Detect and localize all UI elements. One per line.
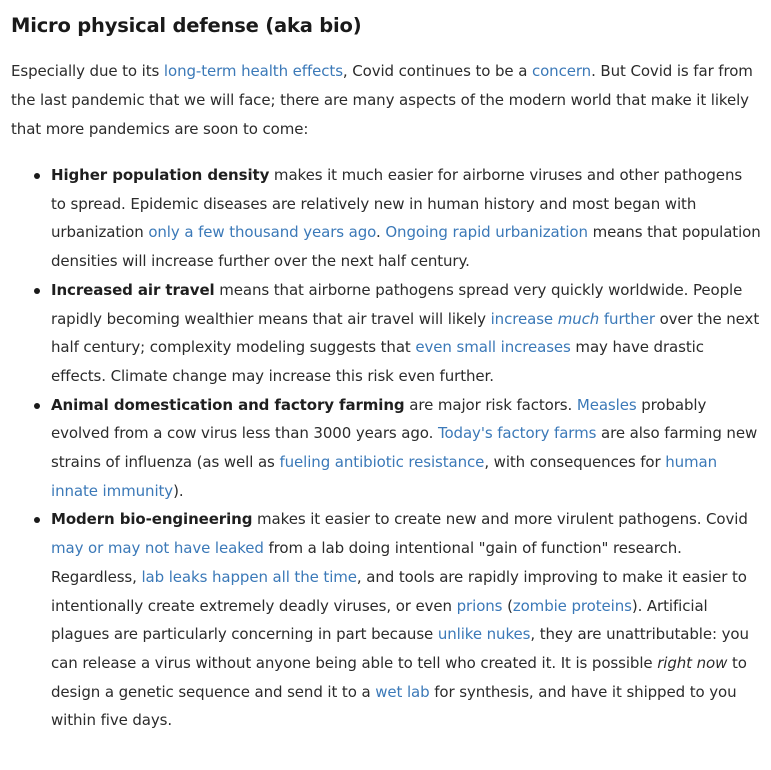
list-item — [51, 505, 761, 735]
item-text: from a lab doing intentional "gain of function" research. Regardless, — [51, 539, 682, 586]
item-title: Higher population density — [51, 166, 270, 184]
link-human-innate-immunity[interactable]: human innate immunity — [51, 453, 718, 500]
item-text: probably evolved from a cow virus less than 3000 years ago. — [51, 395, 707, 443]
item-text: makes it much easier for airborne viruses and other pathogens to spread. Epidemic diseases are relatively new in human history and most began with urbanization — [51, 166, 743, 242]
link-fueling-antibiotic-resistance[interactable]: fueling antibiotic resistance — [279, 453, 485, 472]
section-heading: Micro physical defense (aka bio) — [11, 14, 362, 37]
item-text: ). Artificial plagues are particularly concerning in part because — [51, 596, 708, 644]
link-wet-lab[interactable]: wet lab — [375, 682, 430, 701]
item-text: means that airborne pathogens spread very quickly worldwide. People rapidly becoming wealthier means that air travel will likely — [51, 280, 743, 328]
list-item — [51, 161, 761, 276]
item-text: are major risk factors. — [404, 395, 577, 414]
item-text: , and tools are rapidly improving to make it easier to intentionally create extremely deadly viruses, or even — [51, 567, 747, 615]
intro-text: Especially due to its — [11, 62, 164, 80]
item-text: means that population densities will increase further over the next half century. — [51, 223, 761, 271]
intro-paragraph — [11, 57, 761, 144]
link-may-or-may-not-have-leaked[interactable]: may or may not have leaked — [51, 539, 264, 558]
item-text: over the next half century; complexity modeling suggests that — [51, 309, 760, 357]
item-text: , they are unattributable: you can release a virus without anyone being able to tell who created it. It is possible — [51, 625, 749, 672]
link-concern[interactable]: concern — [531, 62, 592, 80]
link-only-a-few-thousand-years-ago[interactable]: only a few thousand years ago — [148, 223, 376, 242]
list-item — [51, 391, 761, 506]
link-measles[interactable]: Measles — [576, 395, 637, 414]
item-text: may have drastic effects. Climate change may increase this risk even further. — [51, 338, 704, 385]
link-ongoing-rapid-urbanization[interactable]: Ongoing rapid urbanization — [385, 223, 588, 242]
item-text: for synthesis, and have it shipped to you within five days. — [51, 682, 737, 730]
item-text: , with consequences for — [484, 453, 666, 472]
list-item — [51, 276, 761, 391]
intro-text: , Covid continues to be a — [342, 62, 532, 80]
item-text: ). — [173, 481, 184, 500]
item-title: Modern bio-engineering — [51, 510, 253, 529]
item-text: to design a genetic sequence and send it to a — [51, 653, 747, 701]
link-prions[interactable]: prions — [456, 596, 503, 615]
link-text-emphasis: much — [557, 309, 600, 328]
link-lab-leaks-happen-all-the-time[interactable]: lab leaks happen all the time — [141, 567, 357, 586]
link-zombie-proteins[interactable]: zombie proteins — [512, 596, 632, 615]
link-text: further — [599, 309, 655, 328]
link-todays-factory-farms[interactable]: Today's factory farms — [437, 424, 597, 443]
item-text: makes it easier to create new and more virulent pathogens. Covid — [252, 510, 748, 529]
emphasis-text: right now — [657, 653, 728, 672]
link-text: increase — [490, 309, 558, 328]
link-increase-much-further[interactable] — [491, 310, 655, 328]
risk-factor-list — [11, 161, 761, 735]
link-even-small-increases[interactable]: even small increases — [415, 338, 571, 357]
item-title: Animal domestication and factory farming — [51, 395, 405, 414]
intro-text: . But Covid is far from the last pandemic that we will face; there are many aspects of the modern world that make it likely that more pandemics are soon to come: — [11, 62, 753, 138]
link-long-term-health-effects[interactable]: long-term health effects — [163, 62, 343, 80]
item-text: are also farming new strains of influenza (as well as — [51, 424, 758, 472]
item-text: ( — [502, 596, 513, 615]
link-unlike-nukes[interactable]: unlike nukes — [437, 625, 531, 644]
item-text: . — [375, 223, 386, 242]
item-title: Increased air travel — [51, 280, 215, 299]
